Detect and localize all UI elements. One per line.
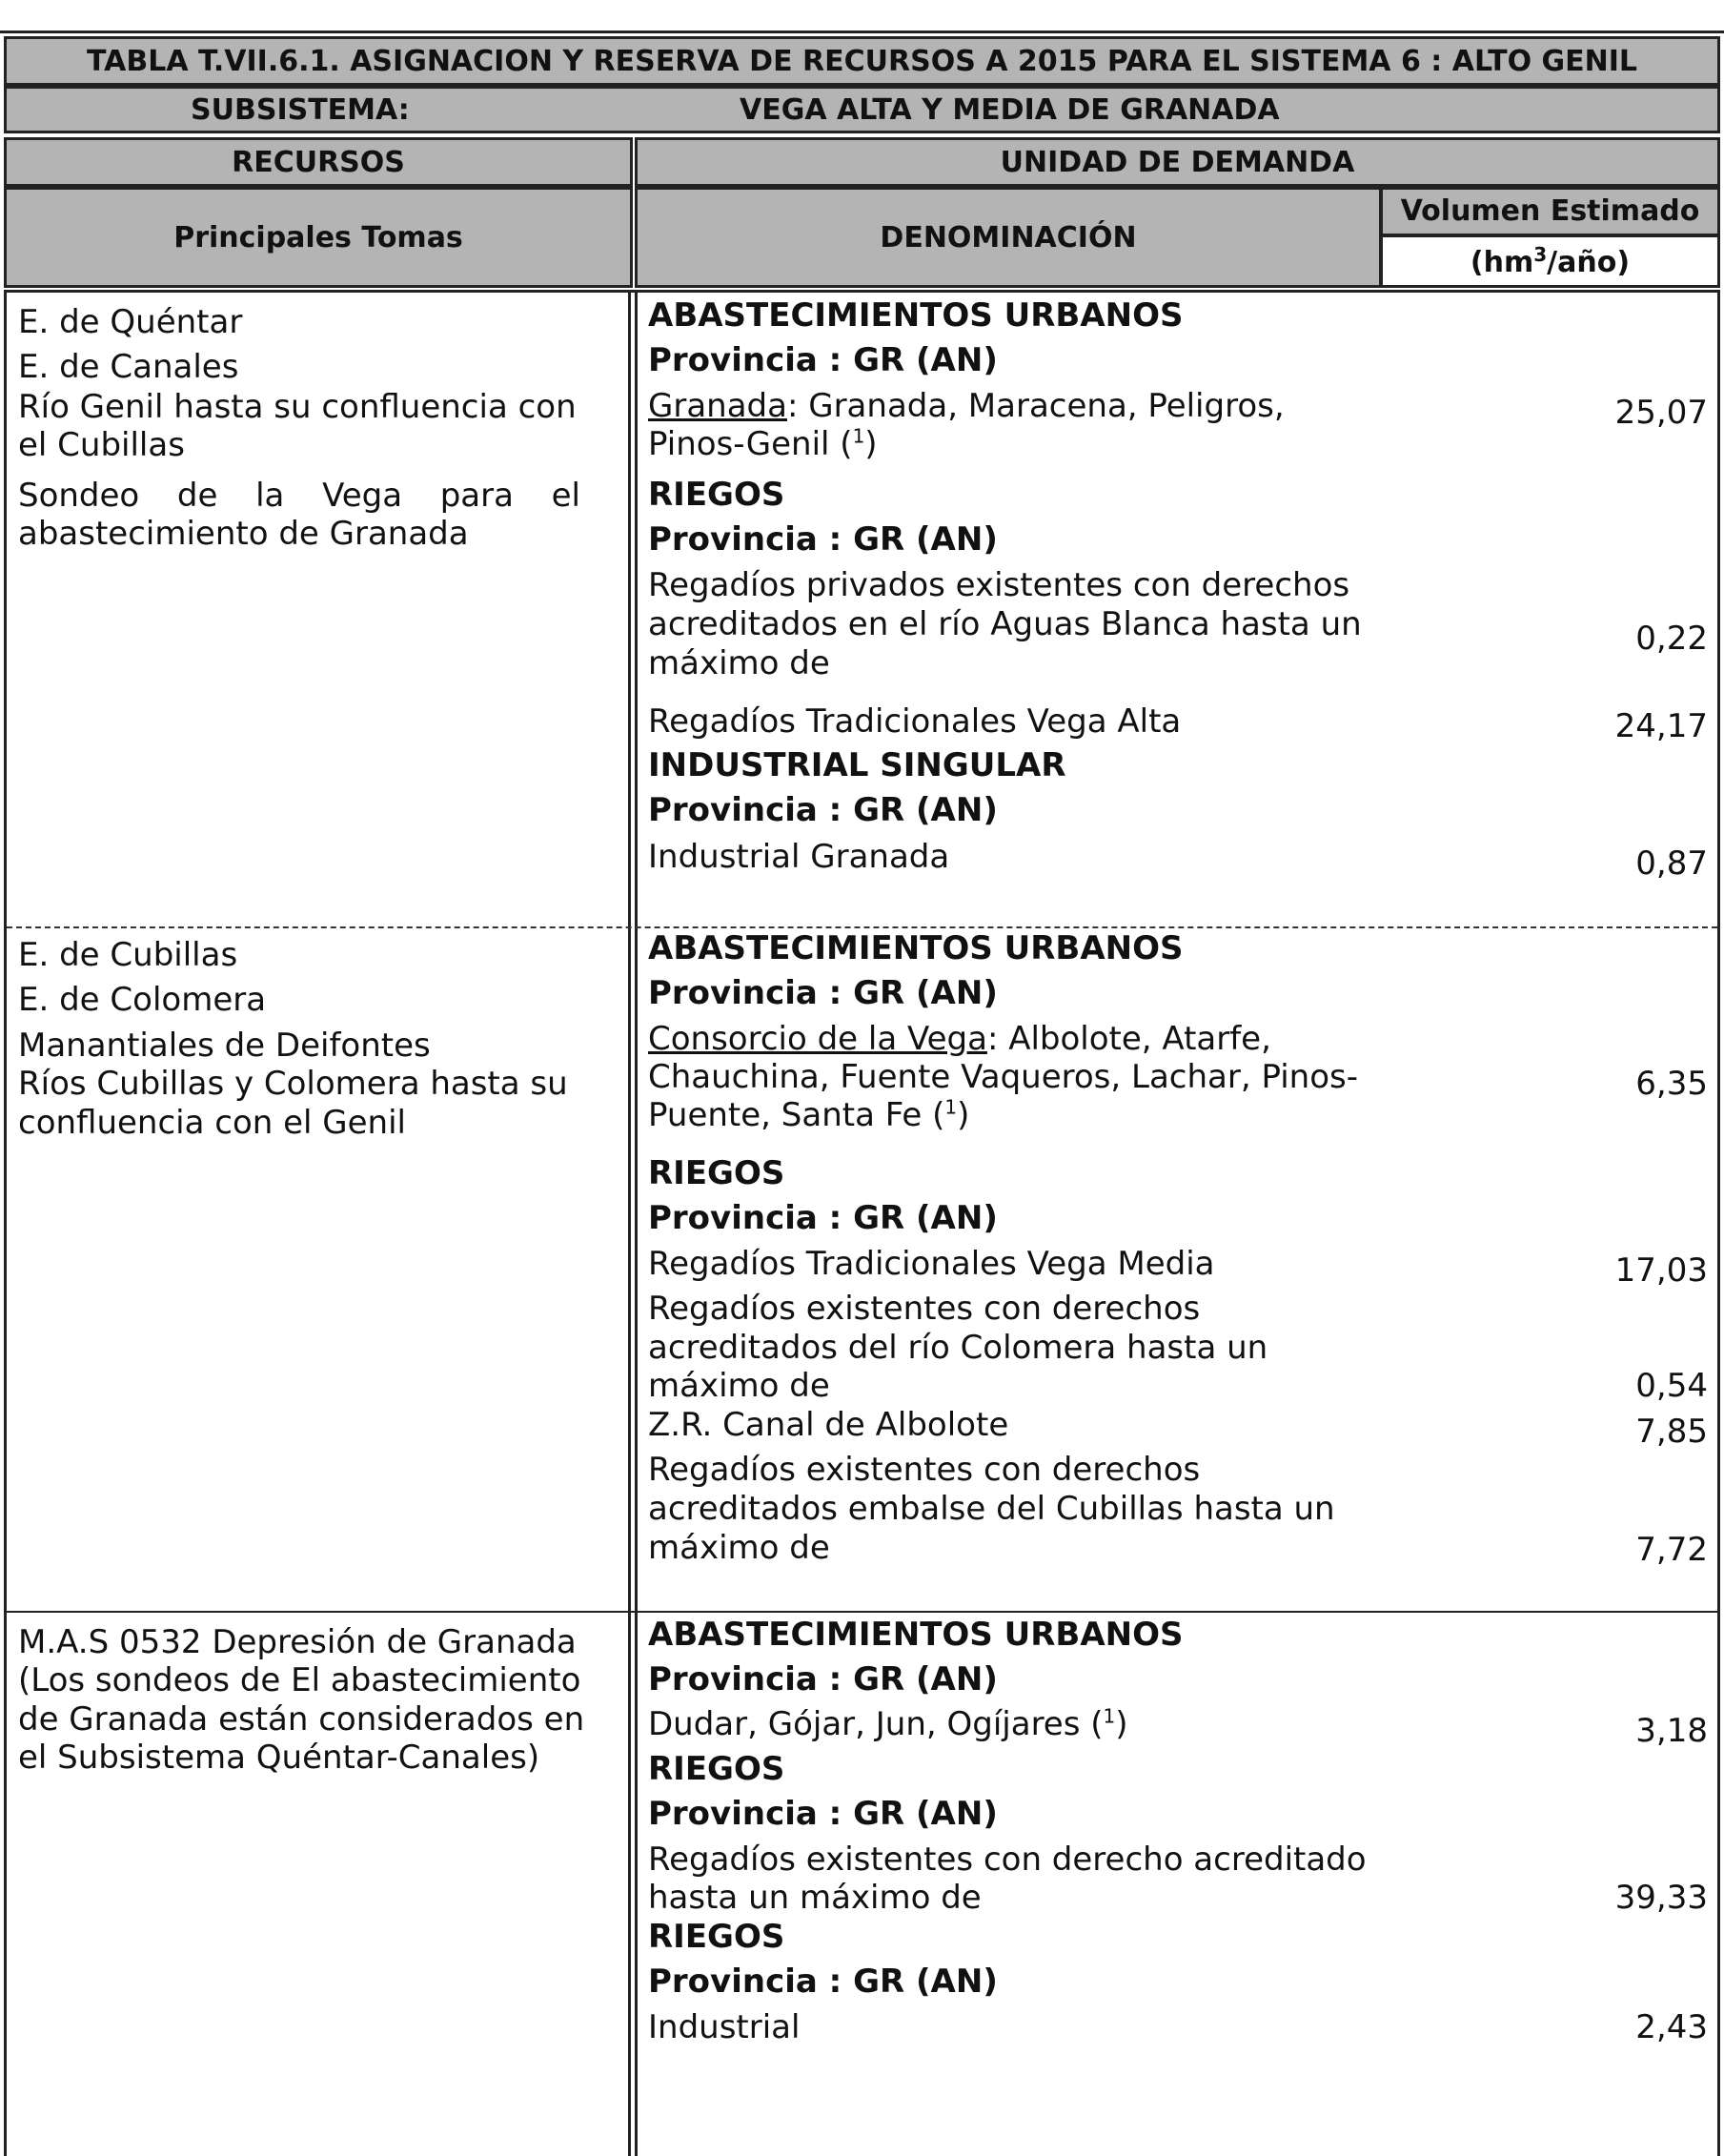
volume-value: 2,43 bbox=[1635, 2008, 1708, 2046]
demand-item: acreditados del río Colomera hasta un bbox=[648, 1329, 1268, 1367]
body-top-border bbox=[4, 290, 1720, 293]
table-title: TABLA T.VII.6.1. ASIGNACION Y RESERVA DE RECURSOS A 2015 PARA EL SISTEMA 6 : ALTO GENIL bbox=[86, 45, 1638, 78]
demand-item: Dudar, Gójar, Jun, Ogíjares ($^1$) bbox=[648, 1704, 1128, 1743]
province-heading: Provincia : GR (AN) bbox=[648, 1199, 998, 1237]
recurso-item: E. de Quéntar bbox=[18, 303, 243, 341]
header-principales-tomas-label: Principales Tomas bbox=[173, 221, 463, 254]
demand-item: Chauchina, Fuente Vaqueros, Lachar, Pinos- bbox=[648, 1058, 1358, 1096]
recurso-item: M.A.S 0532 Depresión de Granada bbox=[18, 1623, 577, 1661]
demand-item: Z.R. Canal de Albolote bbox=[648, 1406, 1009, 1444]
demand-item: máximo de bbox=[648, 1529, 830, 1567]
demand-item: Regadíos existentes con derechos bbox=[648, 1451, 1201, 1489]
block-separator-dashed bbox=[7, 926, 1717, 928]
demand-item: máximo de bbox=[648, 644, 830, 682]
demand-item: Regadíos Tradicionales Vega Media bbox=[648, 1245, 1215, 1283]
province-heading: Provincia : GR (AN) bbox=[648, 1963, 998, 2001]
demand-item: acreditados en el río Aguas Blanca hasta un bbox=[648, 605, 1362, 643]
recurso-item: el Cubillas bbox=[18, 426, 185, 464]
header-recursos-label: RECURSOS bbox=[232, 146, 405, 179]
recurso-item: Manantiales de Deifontes bbox=[18, 1027, 431, 1065]
category-heading: RIEGOS bbox=[648, 1918, 785, 1956]
category-heading: RIEGOS bbox=[648, 1750, 785, 1788]
recurso-item: E. de Cubillas bbox=[18, 936, 238, 974]
block-separator-solid bbox=[7, 1611, 1717, 1613]
demand-item: Industrial bbox=[648, 2008, 801, 2046]
province-heading: Provincia : GR (AN) bbox=[648, 1660, 998, 1698]
province-heading: Provincia : GR (AN) bbox=[648, 974, 998, 1012]
recurso-item: Ríos Cubillas y Colomera hasta su bbox=[18, 1065, 568, 1103]
demand-item: Regadíos Tradicionales Vega Alta bbox=[648, 702, 1182, 741]
body-left-border bbox=[4, 290, 7, 2156]
volume-value: 7,85 bbox=[1635, 1413, 1708, 1451]
subsystem-label: SUBSISTEMA: bbox=[191, 93, 410, 127]
category-heading: RIEGOS bbox=[648, 1154, 785, 1192]
province-heading: Provincia : GR (AN) bbox=[648, 341, 998, 379]
body-right-border bbox=[1717, 290, 1720, 2156]
demand-item: Regadíos privados existentes con derechos bbox=[648, 566, 1350, 604]
recurso-item: Río Genil hasta su confluencia con bbox=[18, 388, 577, 426]
recurso-item: (Los sondeos de El abastecimiento bbox=[18, 1661, 581, 1699]
category-heading: ABASTECIMIENTOS URBANOS bbox=[648, 296, 1184, 335]
volume-value: 0,22 bbox=[1635, 620, 1708, 658]
subsystem-value: VEGA ALTA Y MEDIA DE GRANADA bbox=[740, 93, 1280, 127]
recurso-item: el Subsistema Quéntar-Canales) bbox=[18, 1739, 540, 1777]
demand-item: hasta un máximo de bbox=[648, 1879, 982, 1917]
volume-value: 24,17 bbox=[1614, 707, 1708, 745]
demand-item: Granada: Granada, Maracena, Peligros, bbox=[648, 387, 1285, 425]
header-unidad-demanda-label: UNIDAD DE DEMANDA bbox=[1000, 146, 1355, 179]
volume-value: 0,87 bbox=[1635, 844, 1708, 883]
volume-value: 17,03 bbox=[1614, 1251, 1708, 1290]
volume-value: 0,54 bbox=[1635, 1367, 1708, 1405]
province-heading: Provincia : GR (AN) bbox=[648, 520, 998, 559]
header-denominacion-label: DENOMINACIÓN bbox=[880, 221, 1137, 254]
recurso-item: confluencia con el Genil bbox=[18, 1104, 406, 1142]
demand-item: acreditados embalse del Cubillas hasta un bbox=[648, 1490, 1335, 1528]
category-heading: RIEGOS bbox=[648, 476, 785, 514]
demand-item: Regadíos existentes con derecho acreditado bbox=[648, 1841, 1367, 1879]
volume-value: 3,18 bbox=[1635, 1712, 1708, 1750]
volume-value: 25,07 bbox=[1614, 394, 1708, 432]
body-divider-b bbox=[635, 290, 638, 2156]
demand-item: máximo de bbox=[648, 1367, 830, 1405]
category-heading: ABASTECIMIENTOS URBANOS bbox=[648, 929, 1184, 967]
volume-value: 6,35 bbox=[1635, 1065, 1708, 1103]
category-heading: ABASTECIMIENTOS URBANOS bbox=[648, 1616, 1184, 1654]
recurso-item: Sondeo de la Vega para el bbox=[18, 477, 580, 515]
volume-value: 7,72 bbox=[1635, 1531, 1708, 1569]
demand-item: Puente, Santa Fe ($^1$) bbox=[648, 1095, 970, 1134]
province-heading: Provincia : GR (AN) bbox=[648, 791, 998, 829]
outer-top-border bbox=[0, 31, 1724, 33]
recurso-item: E. de Canales bbox=[18, 348, 239, 386]
header-unit-label: $(hm^3/año)$ bbox=[1470, 243, 1631, 279]
category-heading: INDUSTRIAL SINGULAR bbox=[648, 746, 1066, 784]
demand-item: Pinos-Genil ($^1$) bbox=[648, 424, 878, 463]
demand-item: Regadíos existentes con derechos bbox=[648, 1290, 1201, 1328]
recurso-item: E. de Colomera bbox=[18, 981, 267, 1019]
body-divider-a bbox=[628, 290, 631, 2156]
demand-item: Consorcio de la Vega: Albolote, Atarfe, bbox=[648, 1020, 1271, 1058]
volume-value: 39,33 bbox=[1614, 1879, 1708, 1917]
demand-item: Industrial Granada bbox=[648, 838, 950, 876]
recurso-item: abastecimiento de Granada bbox=[18, 515, 469, 553]
header-volumen-label: Volumen Estimado bbox=[1400, 194, 1700, 228]
province-heading: Provincia : GR (AN) bbox=[648, 1795, 998, 1833]
recurso-item: de Granada están considerados en bbox=[18, 1700, 585, 1739]
